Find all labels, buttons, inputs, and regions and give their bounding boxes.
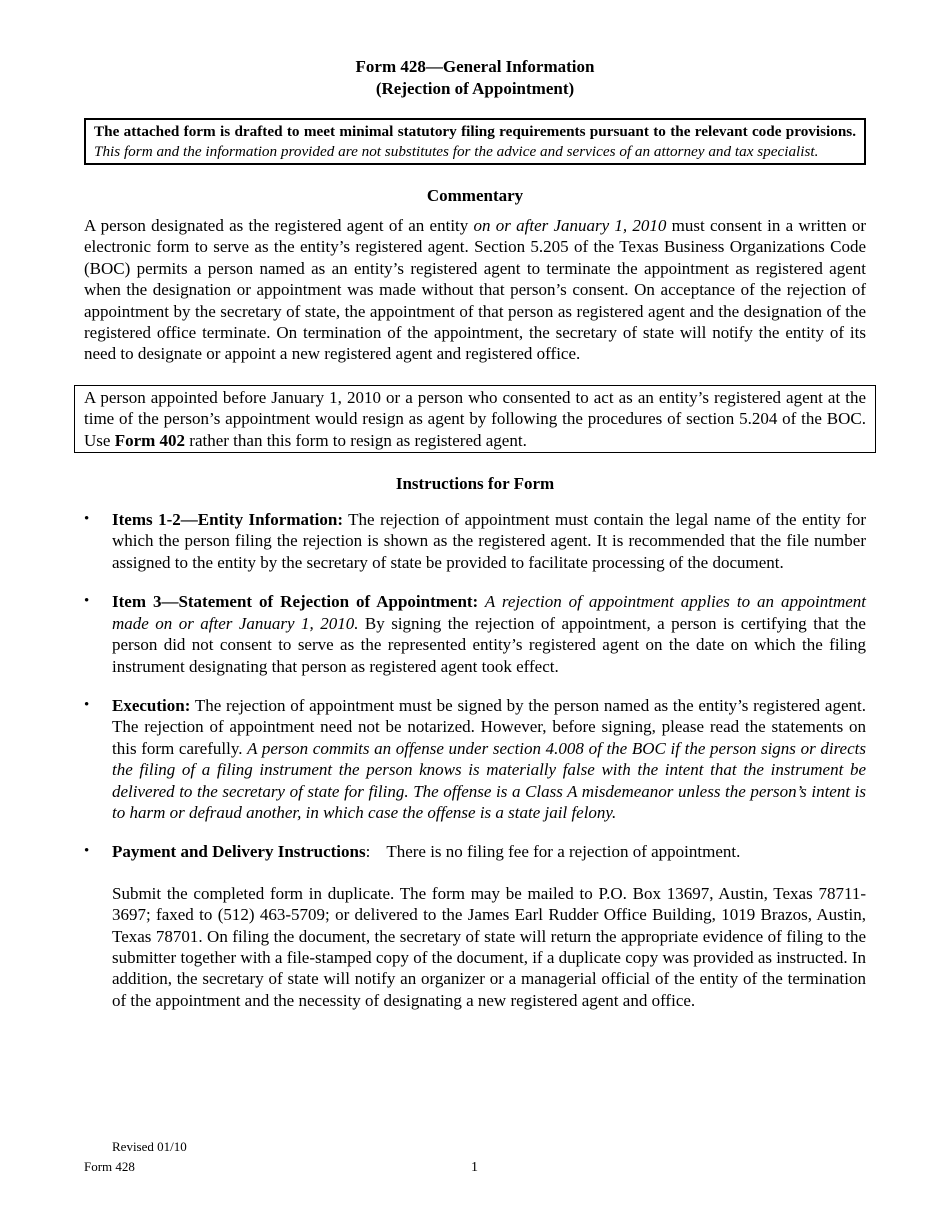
- instructions-heading: Instructions for Form: [395, 474, 555, 494]
- notice-italic-text: This form and the information provided are not substitutes for the advice and services of an attorney and tax specialist.: [94, 143, 819, 160]
- document-page: [84, 56, 866, 1029]
- commentary-paragraph: [84, 215, 866, 365]
- commentary-text-b: must consent in a written or electronic form to serve as the entity’s registered agent. Section 5.205 of the Texas Business Organizations Code (BOC) permits a person named as an entity’s registered agent to terminate the appointment as registered agent when the designation or appointment was made without that person’s consent. On acceptance of the rejection of appointment by the secretary of state, the appointment of that person as registered agent and the designation of the registered office terminate. On termination of the appointment, the secretary of state will notify the entity of its need to designate or appoint a new registered agent and registered office.: [84, 216, 866, 364]
- footer-form-number: Form 428: [84, 1159, 135, 1174]
- note-text-a: A person appointed before January 1, 2010 or a person who consented to act as an entity’s registered agent at the time of the person’s appointment would resign as agent by following the procedures of section 5.204 of the BOC. Use: [84, 387, 866, 450]
- item-text: There is no filing fee for a rejection of appointment.: [386, 842, 741, 862]
- disclaimer-notice: [84, 118, 866, 165]
- item-label: Item 3—Statement of Rejection of Appointment:: [112, 592, 479, 612]
- page-number: 1: [471, 1160, 478, 1175]
- list-item-entity-information: [84, 509, 866, 573]
- item-label: Execution:: [112, 695, 191, 715]
- commentary-text-a: A person designated as the registered agent of an entity: [84, 216, 474, 235]
- list-item-execution: [84, 695, 866, 823]
- revision-date: Revised 01/10: [112, 1139, 187, 1154]
- commentary-italic-date: on or after January 1, 2010: [473, 216, 667, 235]
- item-text: The rejection of appointment must be signed by the person named as the entity’s registered agent. The rejection of appointment need not be notarized. However, before signing, please read the statements on this form carefully.: [112, 695, 866, 758]
- form-subtitle: (Rejection of Appointment): [375, 79, 575, 98]
- item-label: Payment and Delivery Instructions: [112, 842, 366, 862]
- item-italic-text: A person commits an offense under section 4.008 of the BOC if the person signs or directs the filing of a filing instrument the person knows is materially false with the intent that the instrument be delivered to the secretary of state for filing. The offense is a Class A misdemeanor unless the person’s intent is to harm or defraud another, in which case the offense is a state jail felony.: [112, 738, 866, 822]
- note-text-b: rather than this form to resign as registered agent.: [185, 430, 527, 450]
- bullet-icon: •: [84, 511, 90, 528]
- item-label: Items 1-2—Entity Information:: [112, 510, 343, 530]
- instructions-list: [84, 509, 866, 1011]
- notice-bold-text: The attached form is drafted to meet minimal statutory filing requirements pursuant to the relevant code provisions.: [94, 123, 856, 140]
- bullet-icon: •: [84, 843, 90, 860]
- bullet-icon: •: [84, 696, 90, 713]
- form-402-note-box: [74, 385, 876, 453]
- bullet-icon: •: [84, 593, 90, 610]
- list-item-payment-delivery: [84, 841, 866, 1011]
- item-text: The rejection of appointment must contain the legal name of the entity for which the person filing the rejection is shown as the registered agent. It is recommended that the file number assigned to the entity by the secretary of state be provided to facilitate processing of the document.: [112, 510, 866, 572]
- delivery-instructions-paragraph: Submit the completed form in duplicate. The form may be mailed to P.O. Box 13697, Austin, Texas 78711-3697; faxed to (512) 463-5709; or delivered to the James Earl Rudder Office Building, 1019 Brazos, Austin, Texas 78701. On filing the document, the secretary of state will return the appropriate evidence of filing to the submitter together with a file-stamped copy of the document, if a duplicate copy was provided as instructed. In addition, the secretary of state will notify an organizer or a managerial official of the entity of the termination of the appointment and the necessity of designating a new registered agent and office.: [112, 883, 866, 1010]
- list-item-statement-of-rejection: [84, 591, 866, 677]
- item-text: By signing the rejection of appointment, a person is certifying that the person did not consent to serve as the represented entity’s registered agent on the date on which the filing instrument designating that person as registered agent took effect.: [112, 613, 866, 676]
- item-italic-text: A rejection of appointment applies to an appointment made on or after January 1, 2010.: [112, 592, 866, 633]
- item-colon: :: [365, 842, 371, 862]
- form-402-reference: Form 402: [114, 430, 186, 450]
- form-title: Form 428—General Information: [355, 57, 595, 76]
- commentary-heading: Commentary: [426, 186, 524, 205]
